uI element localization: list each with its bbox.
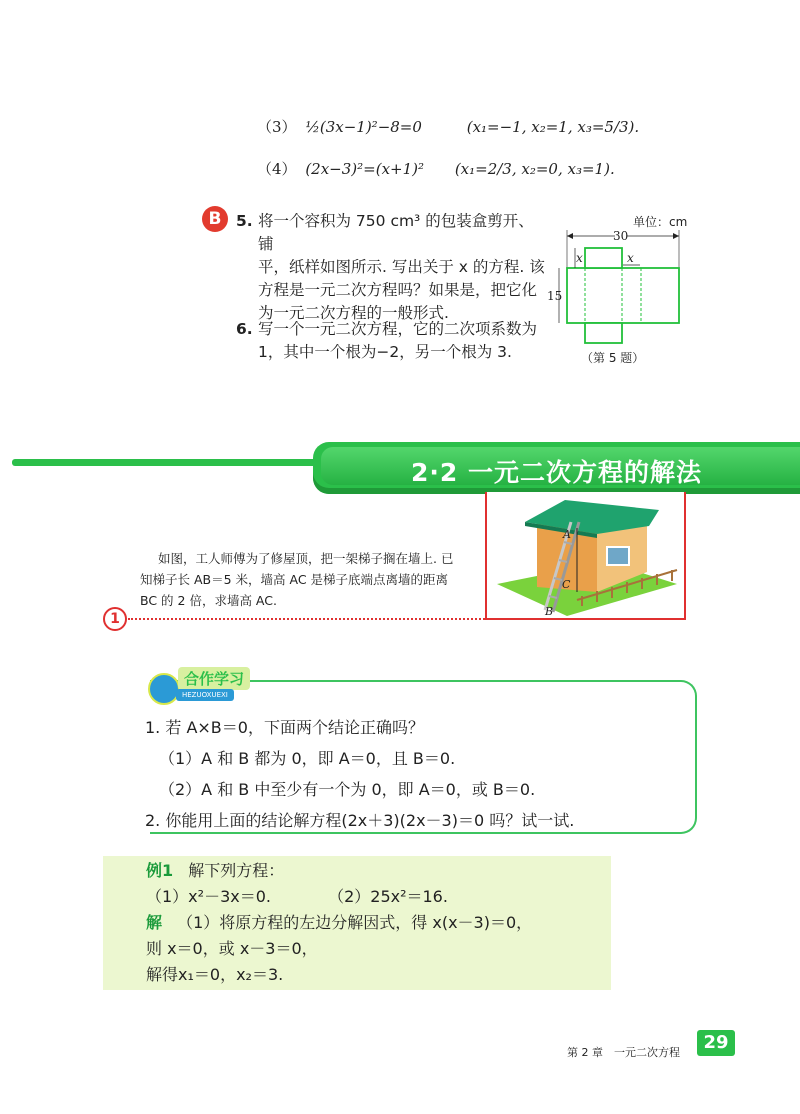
question-6-number: 6.: [236, 320, 253, 338]
unit-label: 单位：cm: [633, 215, 688, 229]
arrow-right-icon: [673, 233, 679, 239]
exercise-4-number: （4）: [257, 160, 297, 178]
question-6-line: 1，其中一个根为−2，另一个根为 3.: [258, 343, 512, 361]
cooperative-content: [145, 712, 574, 836]
coop-circle-icon: [148, 673, 180, 705]
house-window: [607, 547, 629, 565]
question-5-line: 方程是一元二次方程吗？如果是，把它化: [258, 281, 538, 299]
coop-question-1: 1. 若 A×B＝0，下面两个结论正确吗？: [145, 718, 424, 737]
cooperative-heading: 合作学习: [178, 667, 250, 690]
section-title: 2·2 一元二次方程的解法: [411, 458, 702, 487]
height-label: 15: [547, 289, 563, 303]
question-5: [236, 210, 546, 325]
question-5-line: 将一个容积为 750 cm³ 的包装盒剪开、铺: [258, 212, 534, 253]
net-top-flap: [585, 248, 622, 268]
level-b-badge-text: B: [208, 209, 222, 229]
level-b-badge: [202, 206, 228, 232]
exercise-3-number: （3）: [257, 118, 297, 136]
solution-line-2: 则 x＝0，或 x－3＝0，: [146, 939, 318, 958]
question-6: [236, 318, 546, 364]
solution-label: 解: [146, 913, 163, 932]
point-b-label: B: [545, 605, 554, 618]
question-5-number: 5.: [236, 212, 253, 230]
exercise-4: [257, 158, 615, 179]
intro-line: 知梯子长 AB＝5 米，墙高 AC 是梯子底端点离墙的距离: [140, 572, 449, 587]
box-net-figure: [545, 210, 695, 370]
solution-line-1: （1）将原方程的左边分解因式，得 x(x－3)＝0，: [177, 913, 533, 932]
intro-text: [140, 548, 475, 611]
exercise-3-answer: (x₁=−1, x₂=1, x₃=5/3).: [466, 118, 640, 136]
width-label: 30: [613, 229, 629, 243]
net-bottom-flap: [585, 323, 622, 343]
footer-chapter: 第 2 章 一元二次方程: [567, 1046, 680, 1059]
house-picture-frame: [485, 492, 686, 620]
question-6-line: 写一个一元二次方程，它的二次项系数为: [258, 320, 538, 338]
x-label-right: x: [627, 251, 634, 265]
point-c-label: C: [562, 578, 571, 591]
solution-line-3: 解得x₁＝0，x₂＝3.: [146, 965, 284, 984]
net-middle-strip: [567, 268, 679, 323]
example-part-1: （1）x²－3x＝0.: [146, 887, 271, 906]
intro-line: 如图，工人师傅为了修屋顶，把一架梯子搁在墙上. 已: [158, 551, 454, 566]
house-ladder-illustration: [487, 492, 684, 618]
cooperative-heading-badge: [148, 667, 258, 707]
dotted-rule: [128, 618, 488, 620]
coop-question-2: 2. 你能用上面的结论解方程(2x＋3)(2x－3)＝0 吗？试一试.: [145, 811, 575, 830]
section-left-rule: [12, 459, 317, 466]
exercise-4-equation: (2x−3)²=(x+1)²: [305, 160, 425, 178]
coop-question-1a: （1）A 和 B 都为 0，即 A＝0，且 B＝0.: [159, 749, 456, 768]
example-label: 例1: [146, 861, 174, 880]
question-5-line: 平，纸样如图所示. 写出关于 x 的方程. 该: [258, 258, 545, 276]
example-part-2: （2）25x²＝16.: [328, 887, 448, 906]
coop-question-1b: （2）A 和 B 中至少有一个为 0，即 A＝0，或 B＝0.: [159, 780, 536, 799]
intro-marker: [103, 607, 127, 631]
arrow-left-icon: [567, 233, 573, 239]
cooperative-subheading: HEZUOXUEXI: [176, 689, 234, 701]
question-5-line: 为一元二次方程的一般形式.: [258, 304, 449, 322]
exercise-4-answer: (x₁=2/3, x₂=0, x₃=1).: [454, 160, 615, 178]
point-a-label: A: [563, 528, 571, 541]
intro-marker-number: 1: [110, 611, 120, 627]
page-number: [697, 1030, 735, 1056]
section-title-bar: [313, 442, 800, 494]
figure-caption: （第 5 题）: [581, 351, 645, 365]
example-prompt: 解下列方程：: [188, 861, 285, 880]
example-content: [146, 858, 532, 988]
x-label-left: x: [576, 251, 583, 265]
exercise-3: [257, 116, 639, 137]
page-number-text: 29: [703, 1032, 729, 1053]
intro-line: BC 的 2 倍，求墙高 AC.: [140, 593, 277, 608]
exercise-3-equation: ½(3x−1)²−8=0: [305, 118, 422, 136]
